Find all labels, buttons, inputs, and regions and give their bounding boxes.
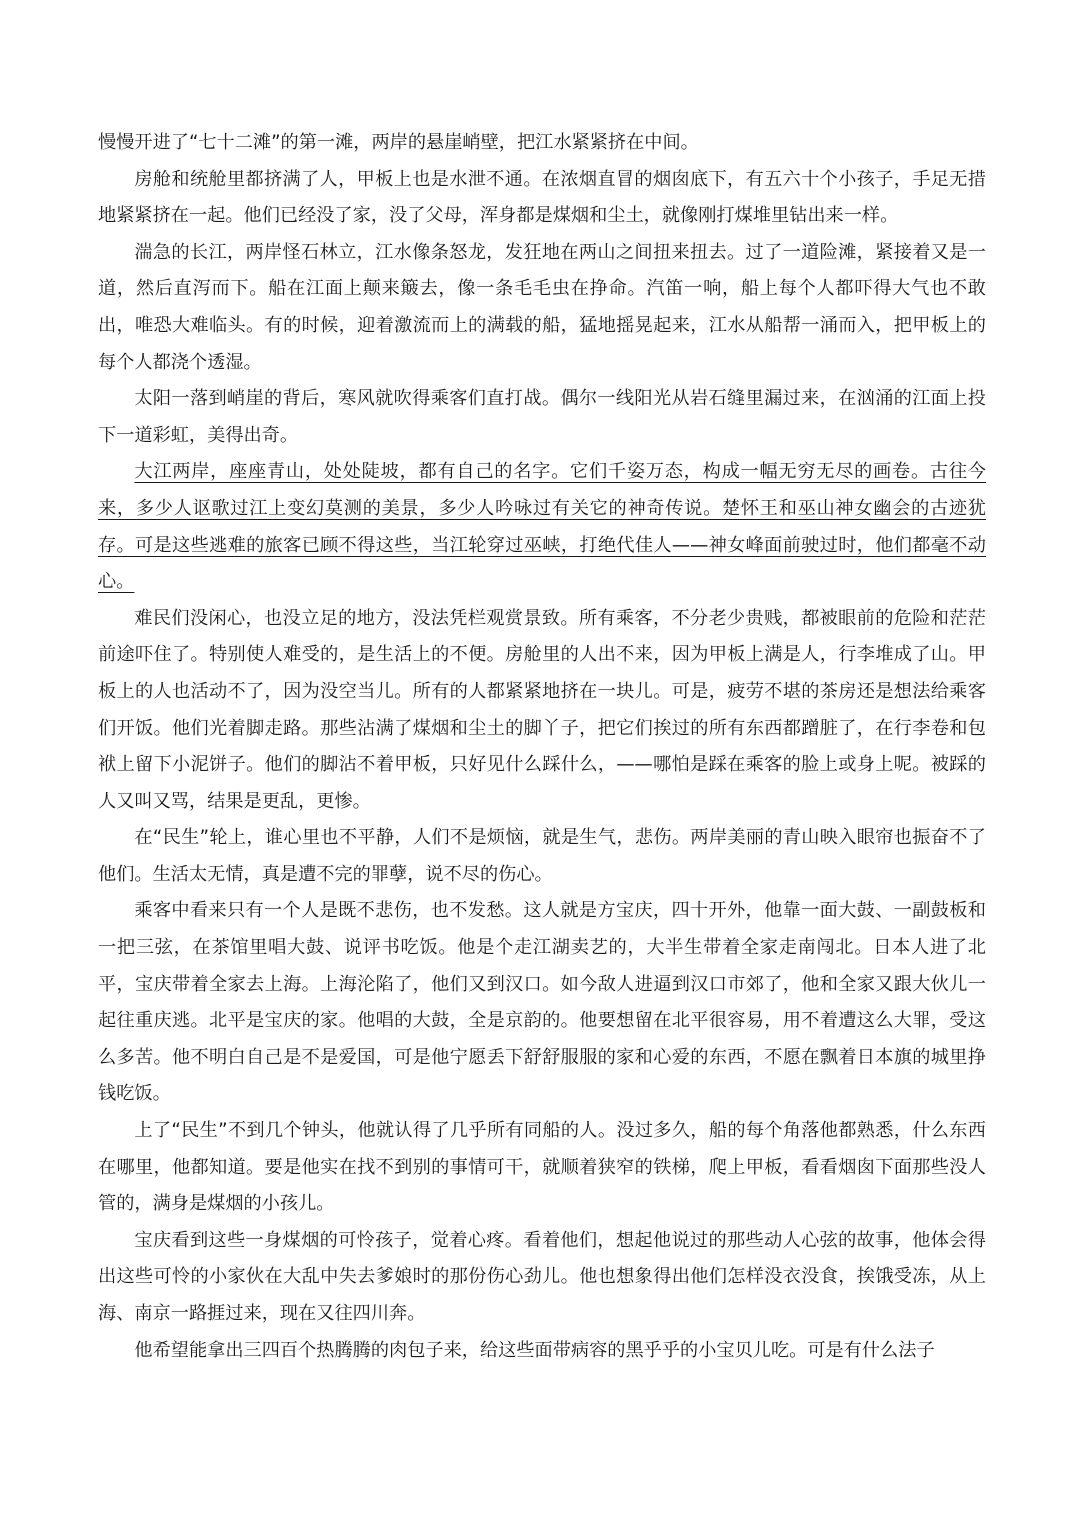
paragraph-5-underlined <box>98 454 986 600</box>
paragraph-6: 难民们没闲心，也没立足的地方，没法凭栏观赏景致。所有乘客，不分老少贵贱，都被眼前的危险和茫茫前途吓住了。特别使人难受的，是生活上的不便。房舱里的人出不来，因为甲板上满是人，行李堆成了山。甲板上的人也活动不了，因为没空当儿。所有的人都紧紧地挤在一块儿。可是，疲劳不堪的茶房还是想法给乘客们开饭。他们光着脚走路。那些沾满了煤烟和尘土的脚丫子，把它们挨过的所有东西都蹭脏了，在行李卷和包袱上留下小泥饼子。他们的脚沾不着甲板，只好见什么踩什么，——哪怕是踩在乘客的脸上或身上呢。被踩的人又叫又骂，结果是更乱，更惨。 <box>98 607 986 812</box>
paragraph-11: 他希望能拿出三四百个热腾腾的肉包子来，给这些面带病容的黑乎乎的小宝贝儿吃。可是有什么法子 <box>134 1339 935 1361</box>
paragraph-8: 乘客中看来只有一个人是既不悲伤，也不发愁。这人就是方宝庆，四十开外，他靠一面大鼓、一副鼓板和一把三弦，在茶馆里唱大鼓、说评书吃饭。他是个走江湖卖艺的，大半生带着全家走南闯北。日本人进了北平，宝庆带着全家去上海。上海沦陷了，他们又到汉口。如今敌人进逼到汉口市郊了，他和全家又跟大伙儿一起往重庆逃。北平是宝庆的家。他唱的大鼓，全是京韵的。他要想留在北平很容易，用不着遭这么大罪，受这么多苦。他不明白自己是不是爱国，可是他宁愿丢下舒舒服服的家和心爱的东西，不愿在飘着日本旗的城里挣钱吃饭。 <box>98 900 986 1105</box>
underlined-passage: 大江两岸，座座青山，处处陡坡，都有自己的名字。它们千姿万态，构成一幅无穷无尽的画卷。古往今来，多少人讴歌过江上变幻莫测的美景，多少人吟咏过有关它的神奇传说。楚怀王和巫山神女幽会的古迹犹存。可是这些逃难的旅客已顾不得这些，当江轮穿过巫峡，打绝代佳人——神女峰面前驶过时，他们都毫不动心。 <box>98 461 986 593</box>
paragraph-3: 湍急的长江，两岸怪石林立，江水像条怒龙，发狂地在两山之间扭来扭去。过了一道险滩，紧接着又是一道，然后直泻而下。船在江面上颠来簸去，像一条毛毛虫在挣命。汽笛一响，船上每个人都吓得大气也不敢出，唯恐大难临头。有的时候，迎着激流而上的满载的船，猛地摇晃起来，江水从船帮一涌而入，把甲板上的每个人都浇个透湿。 <box>98 241 986 373</box>
paragraph-1: 慢慢开进了“七十二滩”的第一滩，两岸的悬崖峭壁，把江水紧紧挤在中间。 <box>98 132 699 153</box>
paragraph-10: 宝庆看到这些一身煤烟的可怜孩子，觉着心疼。看着他们，想起他说过的那些动人心弦的故事，他体会得出这些可怜的小家伙在大乱中失去爹娘时的那份伤心劲儿。他也想象得出他们怎样没衣没食，挨饿受冻，从上海、南京一路捱过来，现在又往四川奔。 <box>98 1229 986 1324</box>
article-body <box>98 125 986 1369</box>
paragraph-4: 太阳一落到峭崖的背后，寒风就吹得乘客们直打战。偶尔一线阳光从岩石缝里漏过来，在汹涌的江面上投下一道彩虹，美得出奇。 <box>98 388 986 446</box>
paragraph-2: 房舱和统舱里都挤满了人，甲板上也是水泄不通。在浓烟直冒的烟囱底下，有五六十个小孩子，手足无措地紧紧挤在一起。他们已经没了家，没了父母，浑身都是煤烟和尘土，就像刚打煤堆里钻出来一样。 <box>98 168 986 227</box>
paragraph-7: 在“民生”轮上，谁心里也不平静，人们不是烦恼，就是生气，悲伤。两岸美丽的青山映入眼帘也振奋不了他们。生活太无情，真是遭不完的罪孽，说不尽的伤心。 <box>98 827 986 885</box>
paragraph-9: 上了“民生”不到几个钟头，他就认得了几乎所有同船的人。没过多久，船的每个角落他都熟悉，什么东西在哪里，他都知道。要是他实在找不到别的事情可干，就顺着狭窄的铁梯，爬上甲板，看看烟囱下面那些没人管的，满身是煤烟的小孩儿。 <box>98 1120 986 1215</box>
